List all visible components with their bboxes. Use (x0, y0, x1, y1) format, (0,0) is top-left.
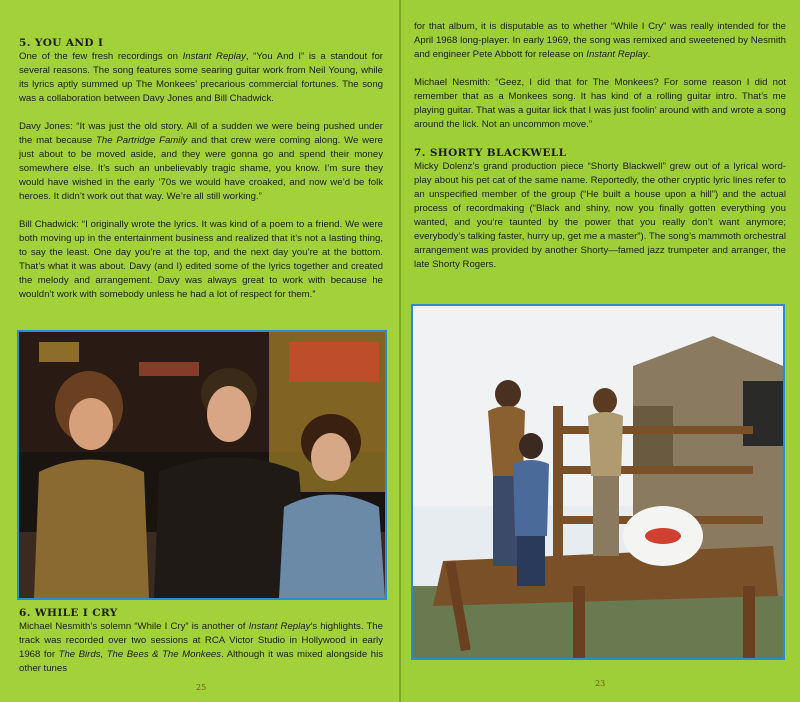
section-heading-shorty-blackwell: 7. SHORTY BLACKWELL (414, 147, 567, 159)
right-text-column (414, 20, 786, 272)
paragraph: Davy Jones: “It was just the old story. All of a sudden we were being pushed under the mat because The Partridge Family and that crew were coming along. We were just about to be moved aside, and they were gonna go and spend their money somewhere else. It’s such an unbelievably tragic shame, you know. I’m sure they would have wished in the early ’70s we would have croaked, and now we’d be folk heroes. It didn’t work out that way. We’re all still working.” (19, 121, 383, 202)
paragraph: for that album, it is disputable as to whether “While I Cry” was really intended for the April 1968 long-player. In early 1969, the song was remixed and sweetened by Nesmith and engineer Pete Abbott for release on Instant Replay. (414, 21, 786, 60)
band-photo-treehouse (411, 304, 785, 660)
section-heading-while-i-cry: 6. WHILE I CRY (19, 607, 118, 619)
paragraph: Michael Nesmith: “Geez, I did that for The Monkees? For some reason I did not remember that as a Monkees song. It has kind of a rolling guitar intro. That’s me playing guitar. That was a guitar lick that I was just foolin’ around with and wrote a song around the lick. Not an uncommon move.” (414, 77, 786, 130)
paragraph: Michael Nesmith’s solemn “While I Cry” is another of Instant Replay’s highlights. The track was recorded over two sessions at RCA Victor Studio in Hollywood in early 1968 for The Birds, The Bees & The Monkees. Although it was mixed alongside his other tunes (19, 621, 384, 674)
section-heading-you-and-i: 5. YOU AND I (19, 37, 104, 49)
paragraph: One of the few fresh recordings on Instant Replay, “You And I” is a standout for several reasons. The song features some searing guitar work from Neil Young, while its lyrics aptly summed up The Monkees’ precarious commercial fortunes. The song was a collaboration between Davy Jones and Bill Chadwick. (19, 51, 383, 104)
page-number: 25 (196, 683, 207, 692)
paragraph: Micky Dolenz’s grand production piece “Shorty Blackwell” grew out of a lyrical word-play about his pet cat of the same name. Reportedly, the other cryptic lyric lines refer to an unspecified member of the group (“He built a house upon a hill”) and the actual process of recordmaking (“Black and shiny, now you finally gotten everything you wanted, and you’re taunted by the power that you really don’t want anymore; everybody’s talking faster, hurry up, get me a master”). The song’s mammoth orchestral arrangement was provided by another Shorty—famed jazz trumpeter and arranger, the late Shorty Rogers. (414, 161, 786, 270)
band-photo-night-street (17, 330, 387, 600)
left-text-column (19, 36, 383, 302)
left-text-column-bottom (19, 606, 383, 676)
page-number: 23 (595, 679, 606, 688)
paragraph: Bill Chadwick: “I originally wrote the lyrics. It was kind of a poem to a friend. We were both moving up in the entertainment business and realized that it’s not a lasting thing, to say the least. One day you’re at the top, and the next day you’re at the bottom. That’s what it was about. Davy (and I) edited some of the lyrics together and created the melody and arrangement. Davy was always great to work with because he wouldn’t work with somebody unless he had a lot of respect for them.” (19, 219, 383, 300)
right-page (401, 0, 800, 702)
left-page (0, 0, 399, 702)
